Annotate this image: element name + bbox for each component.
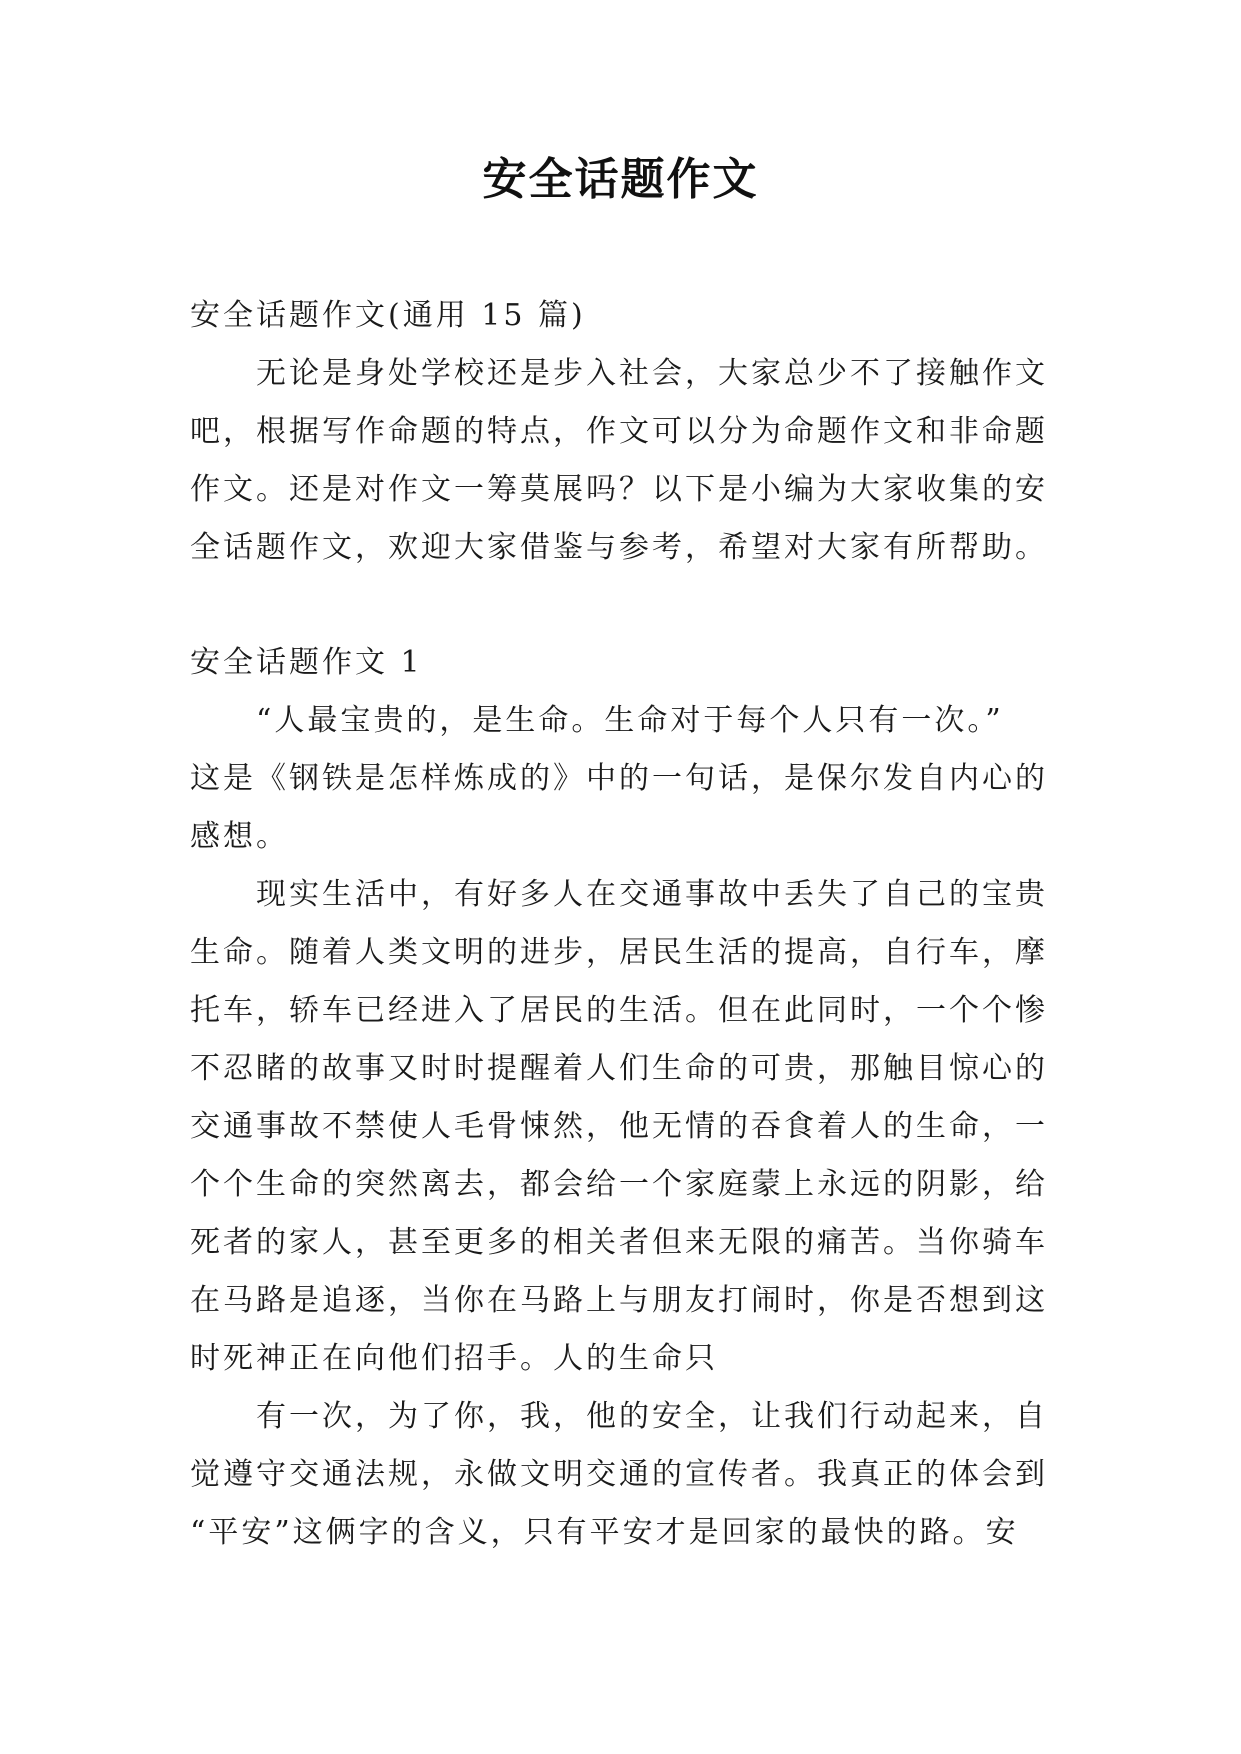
paragraph-line: 交通事故不禁使人毛骨悚然，他无情的吞食着人的生命，一 bbox=[190, 1109, 1048, 1144]
paragraph-line: 作文。还是对作文一筹莫展吗？以下是小编为大家收集的安 bbox=[190, 472, 1048, 507]
paragraph-line: 全话题作文，欢迎大家借鉴与参考，希望对大家有所帮助。 bbox=[190, 530, 1048, 565]
paragraph-line: 个个生命的突然离去，都会给一个家庭蒙上永远的阴影，给 bbox=[190, 1167, 1048, 1202]
paragraph-line: 吧，根据写作命题的特点，作文可以分为命题作文和非命题 bbox=[190, 414, 1048, 449]
paragraph-line: 时死神正在向他们招手。人的生命只 bbox=[190, 1341, 718, 1376]
paragraph-line: 死者的家人，甚至更多的相关者但来无限的痛苦。当你骑车 bbox=[190, 1225, 1048, 1260]
paragraph-line: 不忍睹的故事又时时提醒着人们生命的可贵，那触目惊心的 bbox=[190, 1051, 1048, 1086]
paragraph-line: “平安”这俩字的含义，只有平安才是回家的最快的路。安 bbox=[190, 1515, 1019, 1550]
document-subtitle bbox=[190, 287, 1050, 345]
section-heading bbox=[190, 634, 1050, 692]
paragraph-line: 托车，轿车已经进入了居民的生活。但在此同时，一个个惨 bbox=[190, 993, 1048, 1028]
paragraph-line: 这是《钢铁是怎样炼成的》中的一句话，是保尔发自内心的 bbox=[190, 761, 1048, 796]
paragraph-line: 感想。 bbox=[190, 819, 289, 854]
paragraph-line: 觉遵守交通法规，永做文明交通的宣传者。我真正的体会到 bbox=[190, 1457, 1048, 1492]
subtitle-line: 安全话题作文(通用 15 篇) bbox=[190, 298, 586, 333]
section-body bbox=[190, 692, 1050, 1562]
paragraph-line: 在马路是追逐，当你在马路上与朋友打闹时，你是否想到这 bbox=[190, 1283, 1048, 1318]
paragraph-line: 无论是身处学校还是步入社会，大家总少不了接触作文 bbox=[256, 356, 1048, 391]
section-heading-line: 安全话题作文 1 bbox=[190, 645, 423, 680]
document-title: 安全话题作文 bbox=[482, 154, 759, 205]
intro-paragraph bbox=[190, 345, 1050, 577]
paragraph-line: 有一次，为了你，我，他的安全，让我们行动起来，自 bbox=[256, 1399, 1048, 1434]
paragraph-line: “人最宝贵的，是生命。生命对于每个人只有一次。” bbox=[256, 703, 1004, 738]
paragraph-line: 生命。随着人类文明的进步，居民生活的提高，自行车，摩 bbox=[190, 935, 1048, 970]
paragraph-line: 现实生活中，有好多人在交通事故中丢失了自己的宝贵 bbox=[256, 877, 1048, 912]
